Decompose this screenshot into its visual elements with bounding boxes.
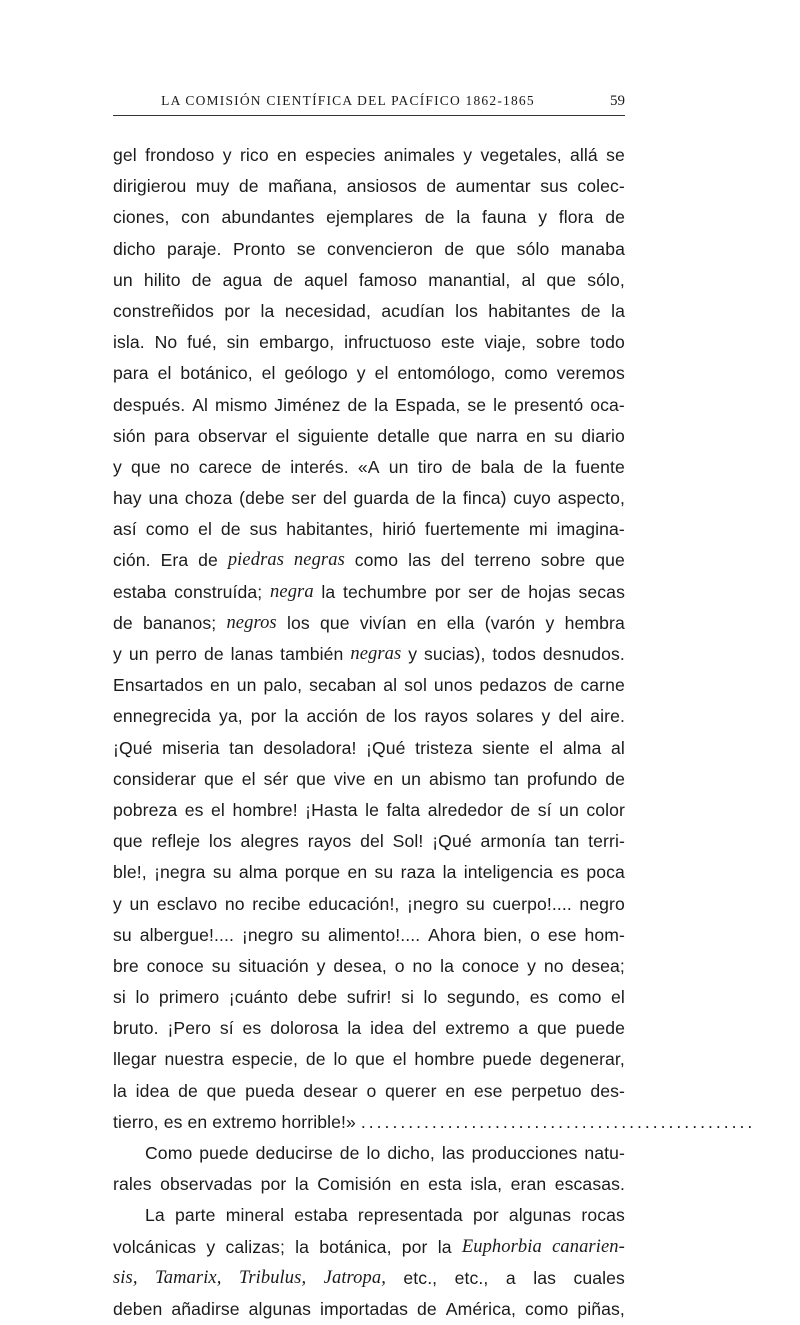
text-line: y un esclavo no recibe educación!, ¡negro su cuerpo!.... negro — [113, 893, 625, 914]
text-line: y un perro de lanas también negras y sucias), todos desnudos. — [113, 644, 625, 664]
text-line: tierro, es en extremo horrible!» .................................................. — [113, 1111, 756, 1132]
text-line: que refleje los alegres rayos del Sol! ¡Qué armonía tan terri- — [113, 831, 625, 852]
text-line: su albergue!.... ¡negro su alimento!.... Ahora bien, o ese hom- — [113, 924, 625, 945]
running-title: LA COMISIÓN CIENTÍFICA DEL PACÍFICO 1862-1865 — [161, 93, 535, 108]
text-line: llegar nuestra especie, de lo que el hombre puede degenerar, — [113, 1049, 625, 1070]
text-line: bre conoce su situación y desea, o no la conoce y no desea; — [113, 955, 625, 976]
text-line: isla. No fué, sin embargo, infructuoso este viaje, sobre todo — [113, 332, 625, 353]
text-line: ¡Qué miseria tan desoladora! ¡Qué tristeza siente el alma al — [113, 737, 625, 758]
text-line: gel frondoso y rico en especies animales y vegetales, allá se — [113, 145, 625, 165]
text-line: y que no carece de interés. «A un tiro de bala de la fuente — [113, 456, 625, 477]
text-line: ción. Era de piedras negras como las del terreno sobre que — [113, 550, 625, 571]
text-line: ble!, ¡negra su alma porque en su raza la inteligencia es poca — [113, 862, 625, 883]
text-line: bruto. ¡Pero sí es dolorosa la idea del extremo a que puede — [113, 1018, 625, 1039]
text-line: dirigierou muy de mañana, ansiosos de aumentar sus colec- — [113, 176, 625, 197]
text-line: si lo primero ¡cuánto debe sufrir! si lo segundo, es como el — [113, 987, 625, 1008]
text-line: dicho paraje. Pronto se convencieron de que sólo manaba — [113, 238, 625, 259]
text-line: constreñidos por la necesidad, acudían los habitantes de la — [113, 300, 625, 321]
text-line: para el botánico, el geólogo y el entomólogo, como veremos — [113, 363, 625, 384]
text-line: de bananos; negros los que vivían en ella (varón y hembra — [113, 612, 625, 633]
text-line: ciones, con abundantes ejemplares de la fauna y flora de — [113, 207, 625, 228]
text-line: considerar que el sér que vive en un abismo tan profundo de — [113, 768, 625, 789]
header-rule — [113, 115, 625, 116]
text-line: rales observadas por la Comisión en esta isla, eran escasas. — [113, 1174, 625, 1195]
text-line: sis, Tamarix, Tribulus, Jatropa, etc., etc., a las cuales — [113, 1267, 625, 1288]
text-line: ennegrecida ya, por la acción de los rayos solares y del aire. — [113, 706, 625, 727]
text-line: un hilito de agua de aquel famoso manantial, al que sólo, — [113, 269, 625, 290]
text-line: estaba construída; negra la techumbre por ser de hojas secas — [113, 581, 625, 602]
page-number: 59 — [610, 93, 625, 109]
body-text — [113, 140, 756, 1325]
running-header — [113, 93, 625, 119]
text-line: la idea de que pueda desear o querer en ese perpetuo des- — [113, 1080, 625, 1101]
text-line: pobreza es el hombre! ¡Hasta le falta alrededor de sí un color — [113, 799, 625, 820]
text-line: después. Al mismo Jiménez de la Espada, se le presentó oca- — [113, 394, 625, 415]
text-line: sión para observar el siguiente detalle que narra en su diario — [113, 425, 625, 446]
text-line: La parte mineral estaba representada por algunas rocas — [145, 1205, 625, 1226]
text-line: Como puede deducirse de lo dicho, las producciones natu- — [145, 1143, 625, 1163]
text-line: Ensartados en un palo, secaban al sol unos pedazos de carne — [113, 675, 625, 696]
text-line: volcánicas y calizas; la botánica, por la Euphorbia canarien- — [113, 1236, 625, 1257]
text-line: así como el de sus habitantes, hirió fuertemente mi imagina- — [113, 519, 625, 540]
text-line: hay una choza (debe ser del guarda de la finca) cuyo aspecto, — [113, 488, 625, 509]
text-line: deben añadirse algunas importadas de América, como piñas, — [113, 1298, 625, 1319]
